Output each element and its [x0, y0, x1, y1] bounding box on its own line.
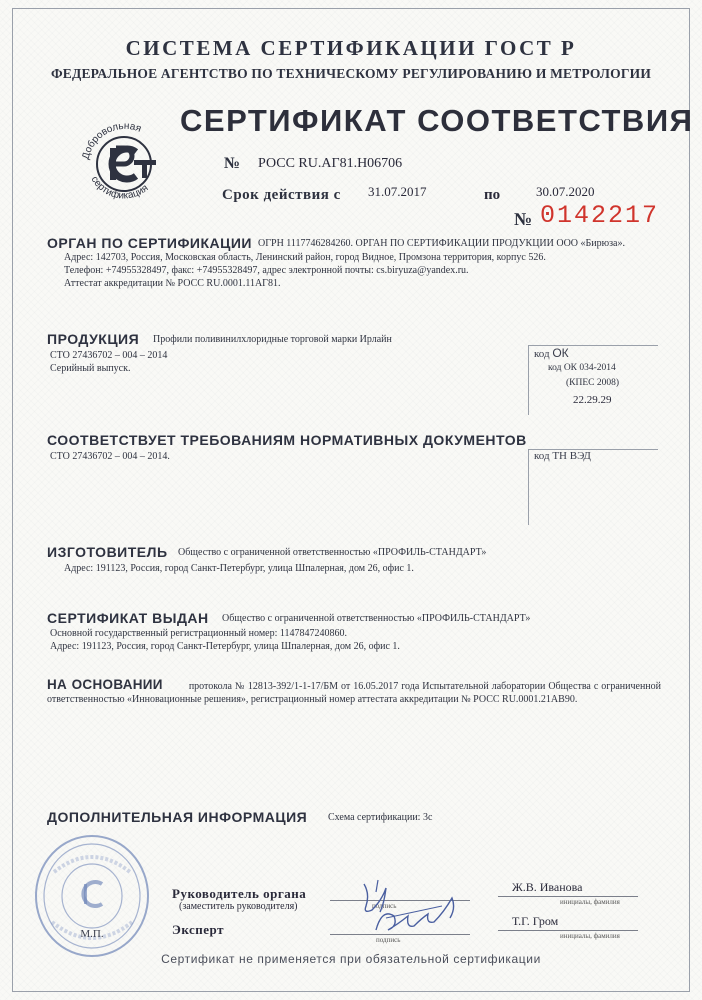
manufacturer-heading: ИЗГОТОВИТЕЛЬ: [47, 544, 168, 560]
number-sign: №: [224, 155, 241, 172]
expert-name-line: [498, 930, 638, 931]
expert-name: Т.Г. Гром: [512, 914, 559, 928]
conformity-standard: СТО 27436702 – 004 – 2014.: [50, 451, 170, 462]
product-name: Профили поливинилхлоридные торговой марки Ирлайн: [153, 334, 392, 345]
head-name-caption: инициалы, фамилия: [560, 898, 620, 906]
ok-code-value: 22.29.29: [573, 394, 612, 406]
handwritten-signatures: [352, 868, 472, 948]
certification-scheme: Схема сертификации: 3с: [328, 812, 433, 823]
rst-voluntary-certification-logo: [74, 112, 174, 208]
logo-bottom-text: сертификация: [88, 174, 151, 202]
product-serial-release: Серийный выпуск.: [50, 363, 131, 374]
basis-block: [47, 678, 661, 706]
date-from: 31.07.2017: [368, 184, 427, 199]
tnved-code-label: [534, 450, 591, 462]
agency-title: ФЕДЕРАЛЬНОЕ АГЕНТСТВО ПО ТЕХНИЧЕСКОМУ РЕГУЛИРОВАНИЮ И МЕТРОЛОГИИ: [50, 66, 652, 81]
expert-role-label: Эксперт: [172, 922, 224, 937]
ok-code-label-prefix: код: [534, 348, 550, 360]
issued-ogrn: Основной государственный регистрационный номер: 1147847240860.: [50, 628, 347, 639]
system-title: СИСТЕМА СЕРТИФИКАЦИИ ГОСТ Р: [125, 36, 577, 60]
serial-number-sign: №: [514, 209, 533, 229]
tnved-label-prefix: код: [534, 450, 550, 462]
additional-info-heading: ДОПОЛНИТЕЛЬНАЯ ИНФОРМАЦИЯ: [47, 809, 308, 825]
footer-note: Сертификат не применяется при обязательной сертификации: [161, 952, 541, 966]
ok-code-line-1: код ОК 034-2014: [548, 363, 616, 373]
date-to: 30.07.2020: [536, 184, 595, 199]
issued-heading: СЕРТИФИКАТ ВЫДАН: [47, 610, 209, 626]
ok-code-line-2: (КПЕС 2008): [566, 378, 620, 388]
serial-number: 0142217: [540, 201, 660, 230]
organ-address: Адрес: 142703, Россия, Московская область, Ленинский район, город Видное, Промзона территория, корпус 526.: [64, 252, 546, 263]
issued-address: Адрес: 191123, Россия, город Санкт-Петербург, улица Шпалерная, дом 26, офис 1.: [50, 641, 400, 652]
basis-text: протокола № 12813-392/1-1-17/БМ от 16.05.2017 года Испытательной лаборатории Общества с ограниченной ответственностью «Инновационные решения», регистрационный номер аттестата аккредитации № РОСС RU.0001.21АВ90.: [47, 681, 661, 705]
conformity-heading: СООТВЕТСТВУЕТ ТРЕБОВАНИЯМ НОРМАТИВНЫХ ДОКУМЕНТОВ: [47, 432, 527, 448]
organ-accreditation: Аттестат аккредитации № РОСС RU.0001.11АГ81.: [64, 278, 281, 289]
stamp-seal: [30, 832, 152, 962]
ok-code-label: [534, 346, 569, 360]
manufacturer-name: Общество с ограниченной ответственностью «ПРОФИЛЬ-СТАНДАРТ»: [178, 547, 487, 558]
head-role-label: Руководитель органа: [172, 886, 307, 901]
basis-heading: НА ОСНОВАНИИ: [47, 677, 163, 692]
date-to-label: по: [484, 187, 501, 203]
organ-heading: ОРГАН ПО СЕРТИФИКАЦИИ: [47, 235, 252, 251]
ok-code-label-main: ОК: [552, 346, 569, 360]
head-name-line: [498, 896, 638, 897]
validity-label: Срок действия с: [222, 187, 341, 203]
product-standard: СТО 27436702 – 004 – 2014: [50, 350, 168, 361]
organ-contacts: Телефон: +74955328497, факс: +74955328497, адрес электронной почты: cs.biryuza@yandex.ru.: [64, 265, 469, 276]
issued-name: Общество с ограниченной ответственностью «ПРОФИЛЬ-СТАНДАРТ»: [222, 613, 531, 624]
registration-number: РОСС RU.АГ81.Н06706: [258, 156, 403, 171]
expert-signature-caption: подпись: [376, 936, 401, 944]
manufacturer-address: Адрес: 191123, Россия, город Санкт-Петербург, улица Шпалерная, дом 26, офис 1.: [64, 563, 414, 574]
expert-name-caption: инициалы, фамилия: [560, 932, 620, 940]
head-signature-caption: подпись: [372, 902, 397, 910]
certificate-title: СЕРТИФИКАТ СООТВЕТСТВИЯ: [180, 103, 694, 138]
tnved-label-main: ТН ВЭД: [552, 450, 591, 462]
head-role-sub-label: (заместитель руководителя): [179, 901, 298, 912]
logo-top-text: Добровольная: [80, 120, 143, 161]
organ-line-1: ОГРН 1117746284260. ОРГАН ПО СЕРТИФИКАЦИИ ПРОДУКЦИИ ООО «Бирюза».: [258, 238, 625, 249]
head-name: Ж.В. Иванова: [512, 880, 583, 894]
stamp-mark-text: М.П.: [80, 928, 104, 940]
product-heading: ПРОДУКЦИЯ: [47, 331, 140, 347]
